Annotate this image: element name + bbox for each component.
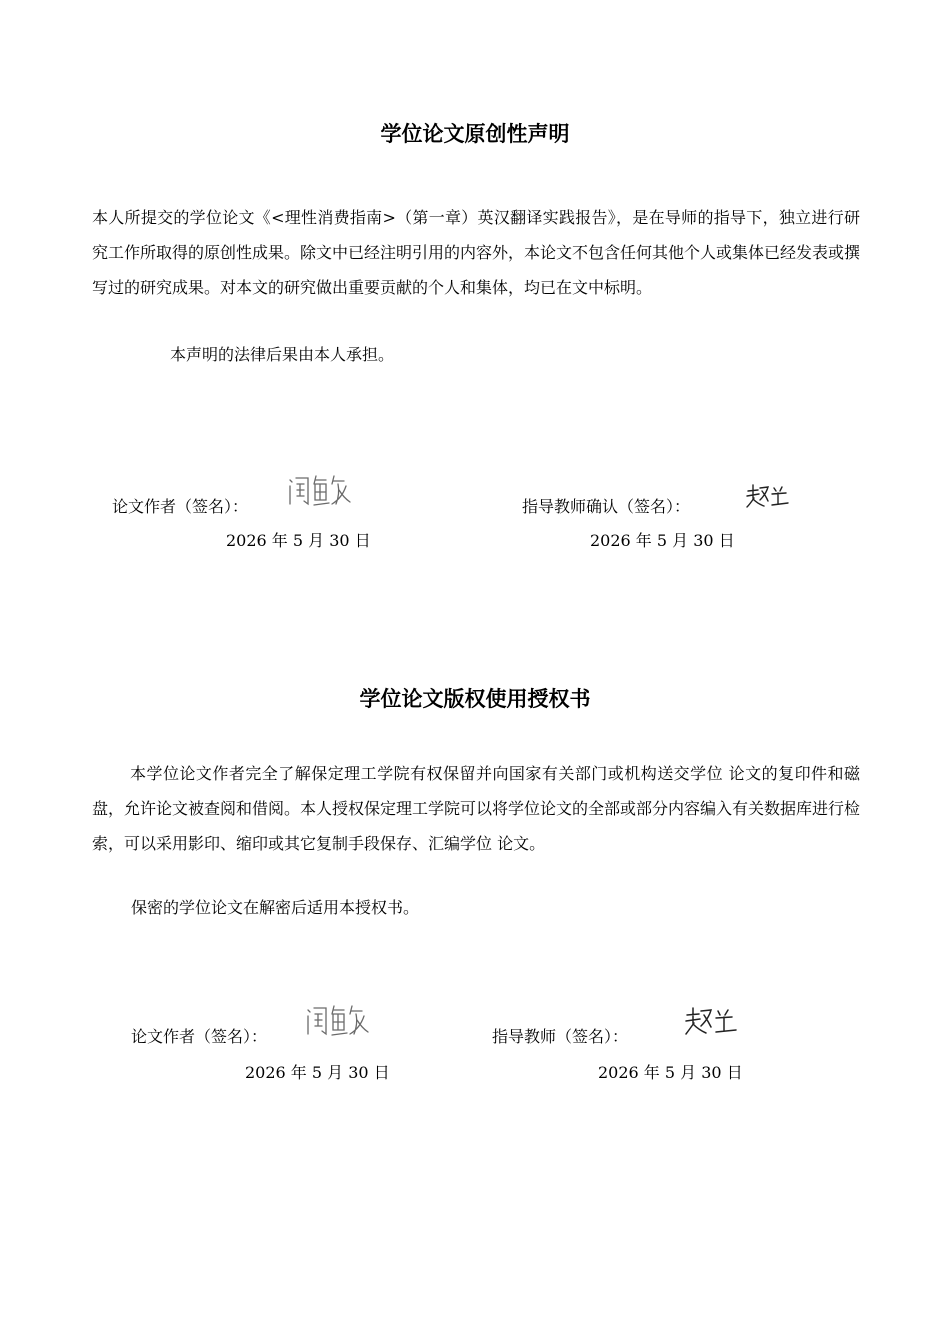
declaration-title: 学位论文原创性声明 [380, 122, 570, 146]
auth-author-signature-label: 论文作者（签名）： [131, 1027, 268, 1046]
advisor-signature-label: 指导教师确认（签名）： [522, 497, 691, 516]
auth-advisor-date: 2026 年 5 月 30 日 [598, 1063, 743, 1082]
declaration-body: 本人所提交的学位论文《<理性消费指南>（第一章）英汉翻译实践报告》，是在导师的指导下，独立进行研究工作所取得的原创性成果。除文中已经注明引用的内容外，本论文不包含任何其他个人或集体已经发表或撰写过的研究成果。对本文的研究做出重要贡献的个人和集体，均已在文中标明。 [92, 208, 861, 297]
auth-advisor-signature-image [682, 1004, 742, 1040]
declaration-liability: 本声明的法律后果由本人承担。 [170, 345, 395, 364]
auth-author-date: 2026 年 5 月 30 日 [245, 1063, 390, 1082]
author-signature-label: 论文作者（签名）： [112, 497, 249, 516]
authorization-confidential: 保密的学位论文在解密后适用本授权书。 [131, 898, 420, 917]
auth-author-signature-image [304, 1000, 384, 1040]
advisor-date: 2026 年 5 月 30 日 [590, 531, 735, 550]
advisor-signature-image [744, 482, 794, 512]
auth-advisor-signature-label: 指导教师（签名）： [492, 1027, 629, 1046]
authorization-body: 本学位论文作者完全了解保定理工学院有权保留并向国家有关部门或机构送交学位 论文的复印件和磁盘，允许论文被查阅和借阅。本人授权保定理工学院可以将学位论文的全部或部分内容编入有关数据库进行检索，可以采用影印、缩印或其它复制手段保存、汇编学位 论文。 [92, 764, 861, 853]
author-date: 2026 年 5 月 30 日 [226, 531, 371, 550]
author-signature-image [286, 470, 366, 510]
authorization-title: 学位论文版权使用授权书 [359, 687, 591, 711]
